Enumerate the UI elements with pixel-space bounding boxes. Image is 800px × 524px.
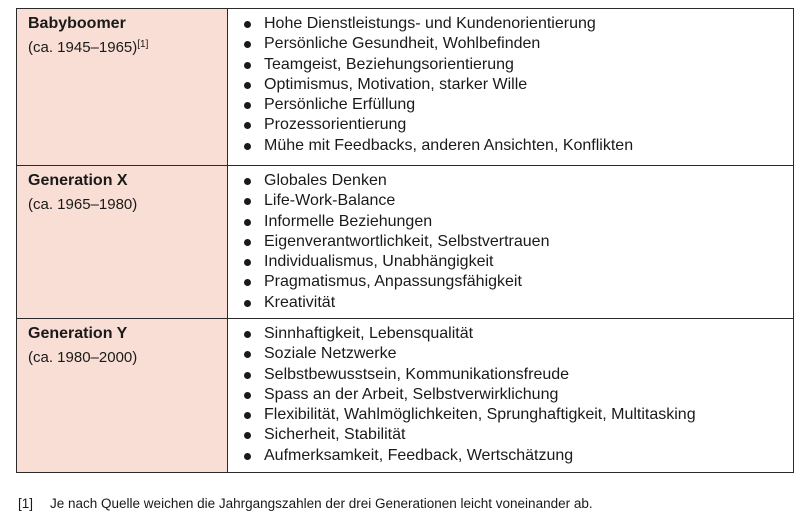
trait-item: Optimismus, Motivation, starker Wille <box>244 75 793 95</box>
trait-item: Informelle Beziehungen <box>244 212 793 232</box>
trait-item: Sicherheit, Stabilität <box>244 425 793 445</box>
trait-item: Sinnhaftigkeit, Lebensqualität <box>244 324 793 344</box>
generation-name: Generation Y <box>28 325 128 342</box>
traits-list <box>244 171 793 313</box>
trait-item: Individualismus, Unabhängigkeit <box>244 252 793 272</box>
generation-years: (ca. 1980–2000) <box>28 349 138 366</box>
trait-item: Persönliche Gesundheit, Wohlbefinden <box>244 34 793 54</box>
generation-name: Generation X <box>28 172 128 189</box>
generation-row-generation-x <box>17 166 794 319</box>
footnote-text: Je nach Quelle weichen die Jahrgangszahlen der drei Generationen leicht voneinander ab. <box>50 496 593 511</box>
traits-cell <box>228 166 794 319</box>
trait-item: Persönliche Erfüllung <box>244 95 793 115</box>
trait-item: Globales Denken <box>244 171 793 191</box>
trait-item: Teamgeist, Beziehungsorientierung <box>244 55 793 75</box>
trait-item: Life-Work-Balance <box>244 191 793 211</box>
generation-row-generation-y <box>17 319 794 473</box>
trait-item: Spass an der Arbeit, Selbstverwirklichung <box>244 385 793 405</box>
trait-item: Soziale Netzwerke <box>244 344 793 364</box>
generation-label-cell <box>17 319 228 473</box>
traits-cell <box>228 319 794 473</box>
trait-item: Flexibilität, Wahlmöglichkeiten, Sprunghaftigkeit, Multitasking <box>244 405 793 425</box>
trait-item: Pragmatismus, Anpassungsfähigkeit <box>244 272 793 292</box>
generation-row-babyboomer <box>17 9 794 166</box>
generations-table <box>16 8 794 473</box>
traits-list <box>244 14 793 156</box>
traits-list <box>244 324 793 466</box>
trait-item: Prozessorientierung <box>244 115 793 135</box>
generation-years-text: (ca. 1945–1965) <box>28 39 138 56</box>
trait-item: Hohe Dienstleistungs- und Kundenorientierung <box>244 14 793 34</box>
footnote <box>18 495 593 513</box>
traits-cell <box>228 9 794 166</box>
trait-item: Kreativität <box>244 293 793 313</box>
footnote-mark: [1] <box>18 496 34 511</box>
trait-item: Aufmerksamkeit, Feedback, Wertschätzung <box>244 446 793 466</box>
trait-item: Selbstbewusstsein, Kommunikationsfreude <box>244 365 793 385</box>
generation-label-cell <box>17 166 228 319</box>
trait-item: Mühe mit Feedbacks, anderen Ansichten, Konflikten <box>244 136 793 156</box>
trait-item: Eigenverantwortlichkeit, Selbstvertrauen <box>244 232 793 252</box>
generation-years <box>28 38 227 58</box>
generation-name: Babyboomer <box>28 15 126 32</box>
generation-label-cell <box>17 9 228 166</box>
generation-years: (ca. 1965–1980) <box>28 196 138 213</box>
footnote-reference[interactable]: [1] <box>137 39 149 50</box>
